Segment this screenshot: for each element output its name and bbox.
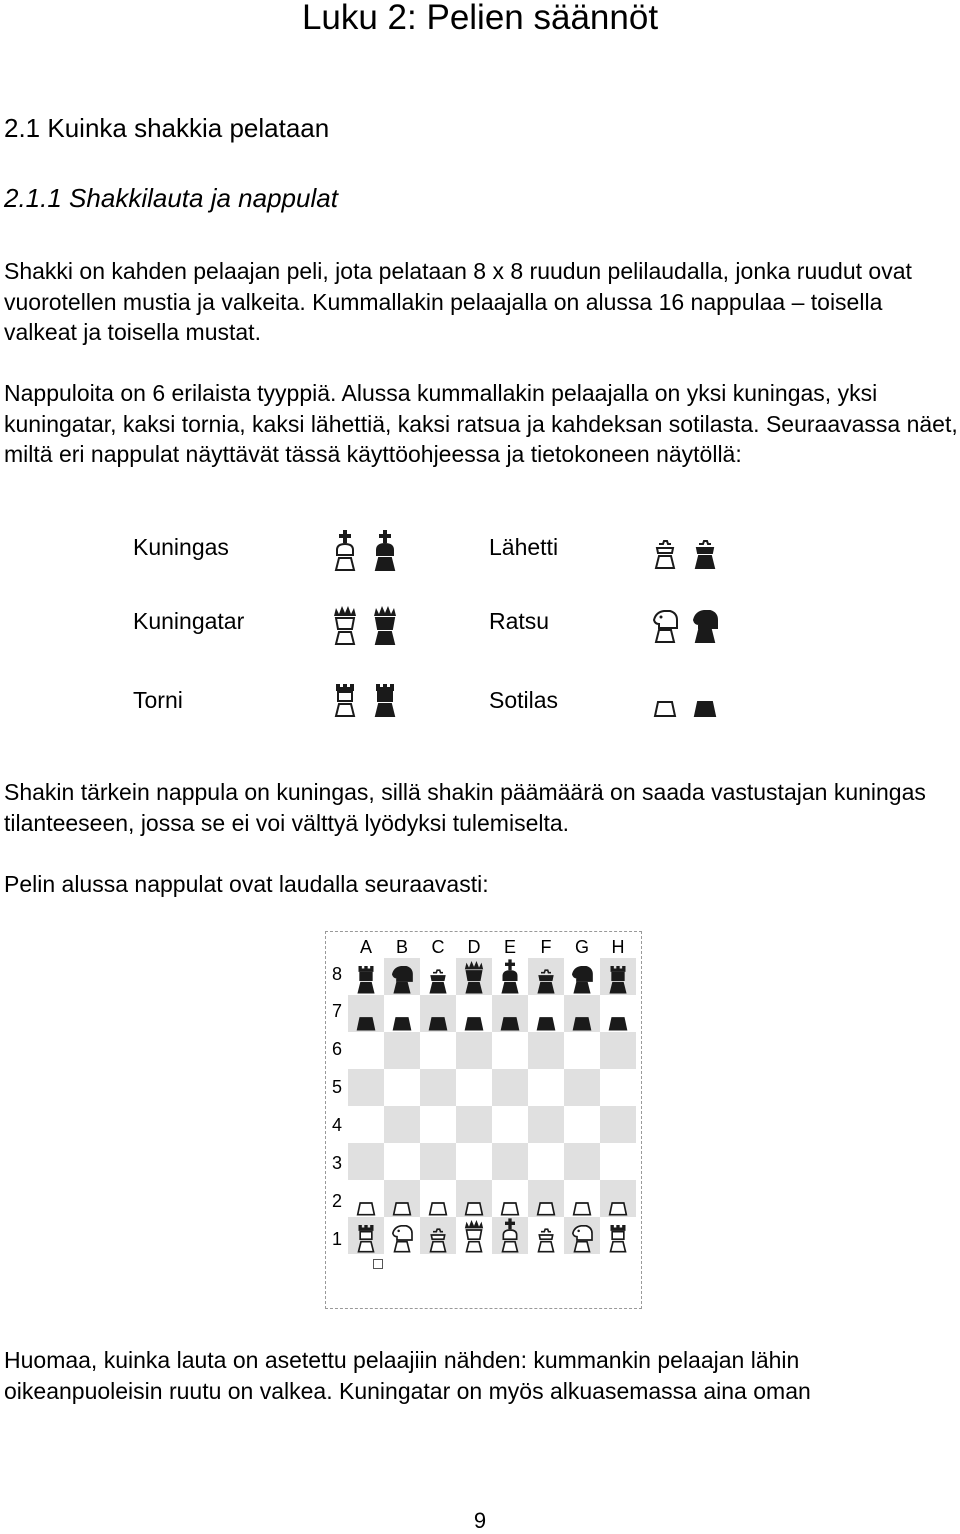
board-square-d6: [456, 1032, 492, 1069]
white-rook-icon: [330, 672, 360, 720]
black-pawn-icon: [423, 993, 453, 1033]
piece-label-king: Kuningas: [133, 534, 229, 560]
file-label-d: D: [467, 937, 481, 957]
page-number: 9: [473, 1508, 487, 1533]
board-square-e6: [492, 1032, 528, 1069]
board-square-c4: [420, 1106, 456, 1143]
rank-label-6: 6: [331, 1039, 342, 1059]
piece-label-bishop: Lähetti: [489, 534, 559, 560]
board-square-f6: [528, 1032, 564, 1069]
rank-label-1: 1: [331, 1229, 342, 1249]
black-knight-icon: [567, 956, 597, 996]
white-queen-icon: [330, 600, 360, 648]
black-pawn-icon: [690, 672, 720, 720]
board-square-d5: [456, 1069, 492, 1106]
file-label-b: B: [395, 937, 408, 957]
board-square-g3: [564, 1143, 600, 1180]
board-square-a6: [348, 1032, 384, 1069]
white-pawn-icon: [603, 1178, 633, 1218]
knight-icon-pair: [650, 598, 730, 646]
board-square-b5: [384, 1069, 420, 1106]
rank-label-8: 8: [331, 964, 342, 984]
file-label-c: C: [431, 937, 445, 957]
white-king-icon: [330, 526, 360, 574]
king-icon-pair: [330, 526, 410, 574]
section-title: 2.1 Kuinka shakkia pelataan: [4, 113, 330, 143]
bishop-icon-pair: [650, 524, 730, 572]
king-importance-paragraph: Shakin tärkein nappula on kuningas, sillä shakin päämäärä on saada vastustajan kuningas tilanteeseen, jossa se ei voi välttyä lyödyksi tulemiselta.: [4, 779, 926, 836]
white-knight-icon: [650, 598, 680, 646]
chapter-title: Luku 2: Pelien säännöt: [301, 0, 659, 37]
black-pawn-icon: [387, 993, 417, 1033]
board-square-b6: [384, 1032, 420, 1069]
white-king-icon: [495, 1215, 525, 1255]
white-pawn-icon: [495, 1178, 525, 1218]
white-pawn-icon: [351, 1178, 381, 1218]
white-pawn-icon: [423, 1178, 453, 1218]
black-knight-icon: [690, 598, 720, 646]
board-square-a5: [348, 1069, 384, 1106]
board-square-f3: [528, 1143, 564, 1180]
board-square-h3: [600, 1143, 636, 1180]
board-square-d4: [456, 1106, 492, 1143]
black-rook-icon: [370, 672, 400, 720]
black-pawn-icon: [459, 993, 489, 1033]
rank-label-5: 5: [331, 1077, 342, 1097]
board-square-g4: [564, 1106, 600, 1143]
black-knight-icon: [387, 956, 417, 996]
board-square-g5: [564, 1069, 600, 1106]
black-bishop-icon: [690, 524, 720, 572]
board-square-c3: [420, 1143, 456, 1180]
white-pawn-icon: [531, 1178, 561, 1218]
intro-paragraph: Shakki on kahden pelaajan peli, jota pelataan 8 x 8 ruudun pelilaudalla, jonka ruudut ovat vuorotellen mustia ja valkeita. Kummallakin pelaajalla on alussa 16 nappulaa – toisella valkeat ja toisella mustat.: [4, 258, 912, 345]
black-king-icon: [495, 956, 525, 996]
white-rook-icon: [351, 1215, 381, 1255]
black-queen-icon: [370, 600, 400, 648]
black-pawn-icon: [567, 993, 597, 1033]
board-square-e3: [492, 1143, 528, 1180]
white-bishop-icon: [423, 1215, 453, 1255]
chess-board: [348, 958, 636, 1254]
white-knight-icon: [567, 1215, 597, 1255]
black-rook-icon: [351, 956, 381, 996]
board-square-a3: [348, 1143, 384, 1180]
rank-label-2: 2: [331, 1191, 342, 1211]
file-label-e: E: [503, 937, 516, 957]
black-pawn-icon: [351, 993, 381, 1033]
white-pawn-icon: [567, 1178, 597, 1218]
rank-label-7: 7: [331, 1001, 342, 1021]
board-square-f5: [528, 1069, 564, 1106]
board-square-e5: [492, 1069, 528, 1106]
board-square-d3: [456, 1143, 492, 1180]
board-square-b4: [384, 1106, 420, 1143]
pawn-icon-pair: [650, 672, 730, 720]
board-square-h6: [600, 1032, 636, 1069]
subsection-title: 2.1.1 Shakkilauta ja nappulat: [4, 183, 338, 213]
file-label-a: A: [359, 937, 372, 957]
black-pawn-icon: [495, 993, 525, 1033]
piece-label-queen: Kuningatar: [133, 608, 245, 634]
black-bishop-icon: [531, 956, 561, 996]
board-square-c6: [420, 1032, 456, 1069]
initial-position-paragraph: Pelin alussa nappulat ovat laudalla seuraavasti:: [4, 871, 489, 897]
black-rook-icon: [603, 956, 633, 996]
white-pawn-icon: [459, 1178, 489, 1218]
white-knight-icon: [387, 1215, 417, 1255]
board-orientation-paragraph: Huomaa, kuinka lauta on asetettu pelaajiin nähden: kummankin pelaajan lähin oikeanpuoleisin ruutu on valkea. Kuningatar on myös alkuasemassa aina oman: [4, 1347, 811, 1404]
black-bishop-icon: [423, 956, 453, 996]
rank-label-3: 3: [331, 1153, 342, 1173]
white-pawn-icon: [387, 1178, 417, 1218]
board-square-e4: [492, 1106, 528, 1143]
piece-types-paragraph: Nappuloita on 6 erilaista tyyppiä. Alussa kummallakin pelaajalla on yksi kuningas, yksi kuningatar, kaksi tornia, kaksi lähettiä, kaksi ratsua ja kahdeksan sotilasta. Seuraavassa näet, miltä eri nappulat näyttävät tässä käyttöohjeessa ja tietokoneen näytöllä:: [4, 380, 958, 467]
white-rook-icon: [603, 1215, 633, 1255]
board-square-f4: [528, 1106, 564, 1143]
rank-label-4: 4: [331, 1115, 342, 1135]
board-square-c5: [420, 1069, 456, 1106]
file-label-h: H: [611, 937, 625, 957]
black-king-icon: [370, 526, 400, 574]
file-label-f: F: [540, 937, 552, 957]
black-pawn-icon: [603, 993, 633, 1033]
board-square-g6: [564, 1032, 600, 1069]
board-square-b3: [384, 1143, 420, 1180]
white-pawn-icon: [650, 672, 680, 720]
white-bishop-icon: [531, 1215, 561, 1255]
board-square-a4: [348, 1106, 384, 1143]
piece-label-rook: Torni: [133, 687, 183, 713]
rook-icon-pair: [330, 672, 410, 720]
queen-icon-pair: [330, 600, 410, 648]
file-label-g: G: [574, 937, 589, 957]
black-queen-icon: [459, 956, 489, 996]
board-square-h5: [600, 1069, 636, 1106]
white-bishop-icon: [650, 524, 680, 572]
board-square-h4: [600, 1106, 636, 1143]
side-to-move-marker: [373, 1259, 383, 1269]
piece-label-knight: Ratsu: [489, 608, 550, 634]
white-queen-icon: [459, 1215, 489, 1255]
piece-label-pawn: Sotilas: [489, 687, 559, 713]
black-pawn-icon: [531, 993, 561, 1033]
